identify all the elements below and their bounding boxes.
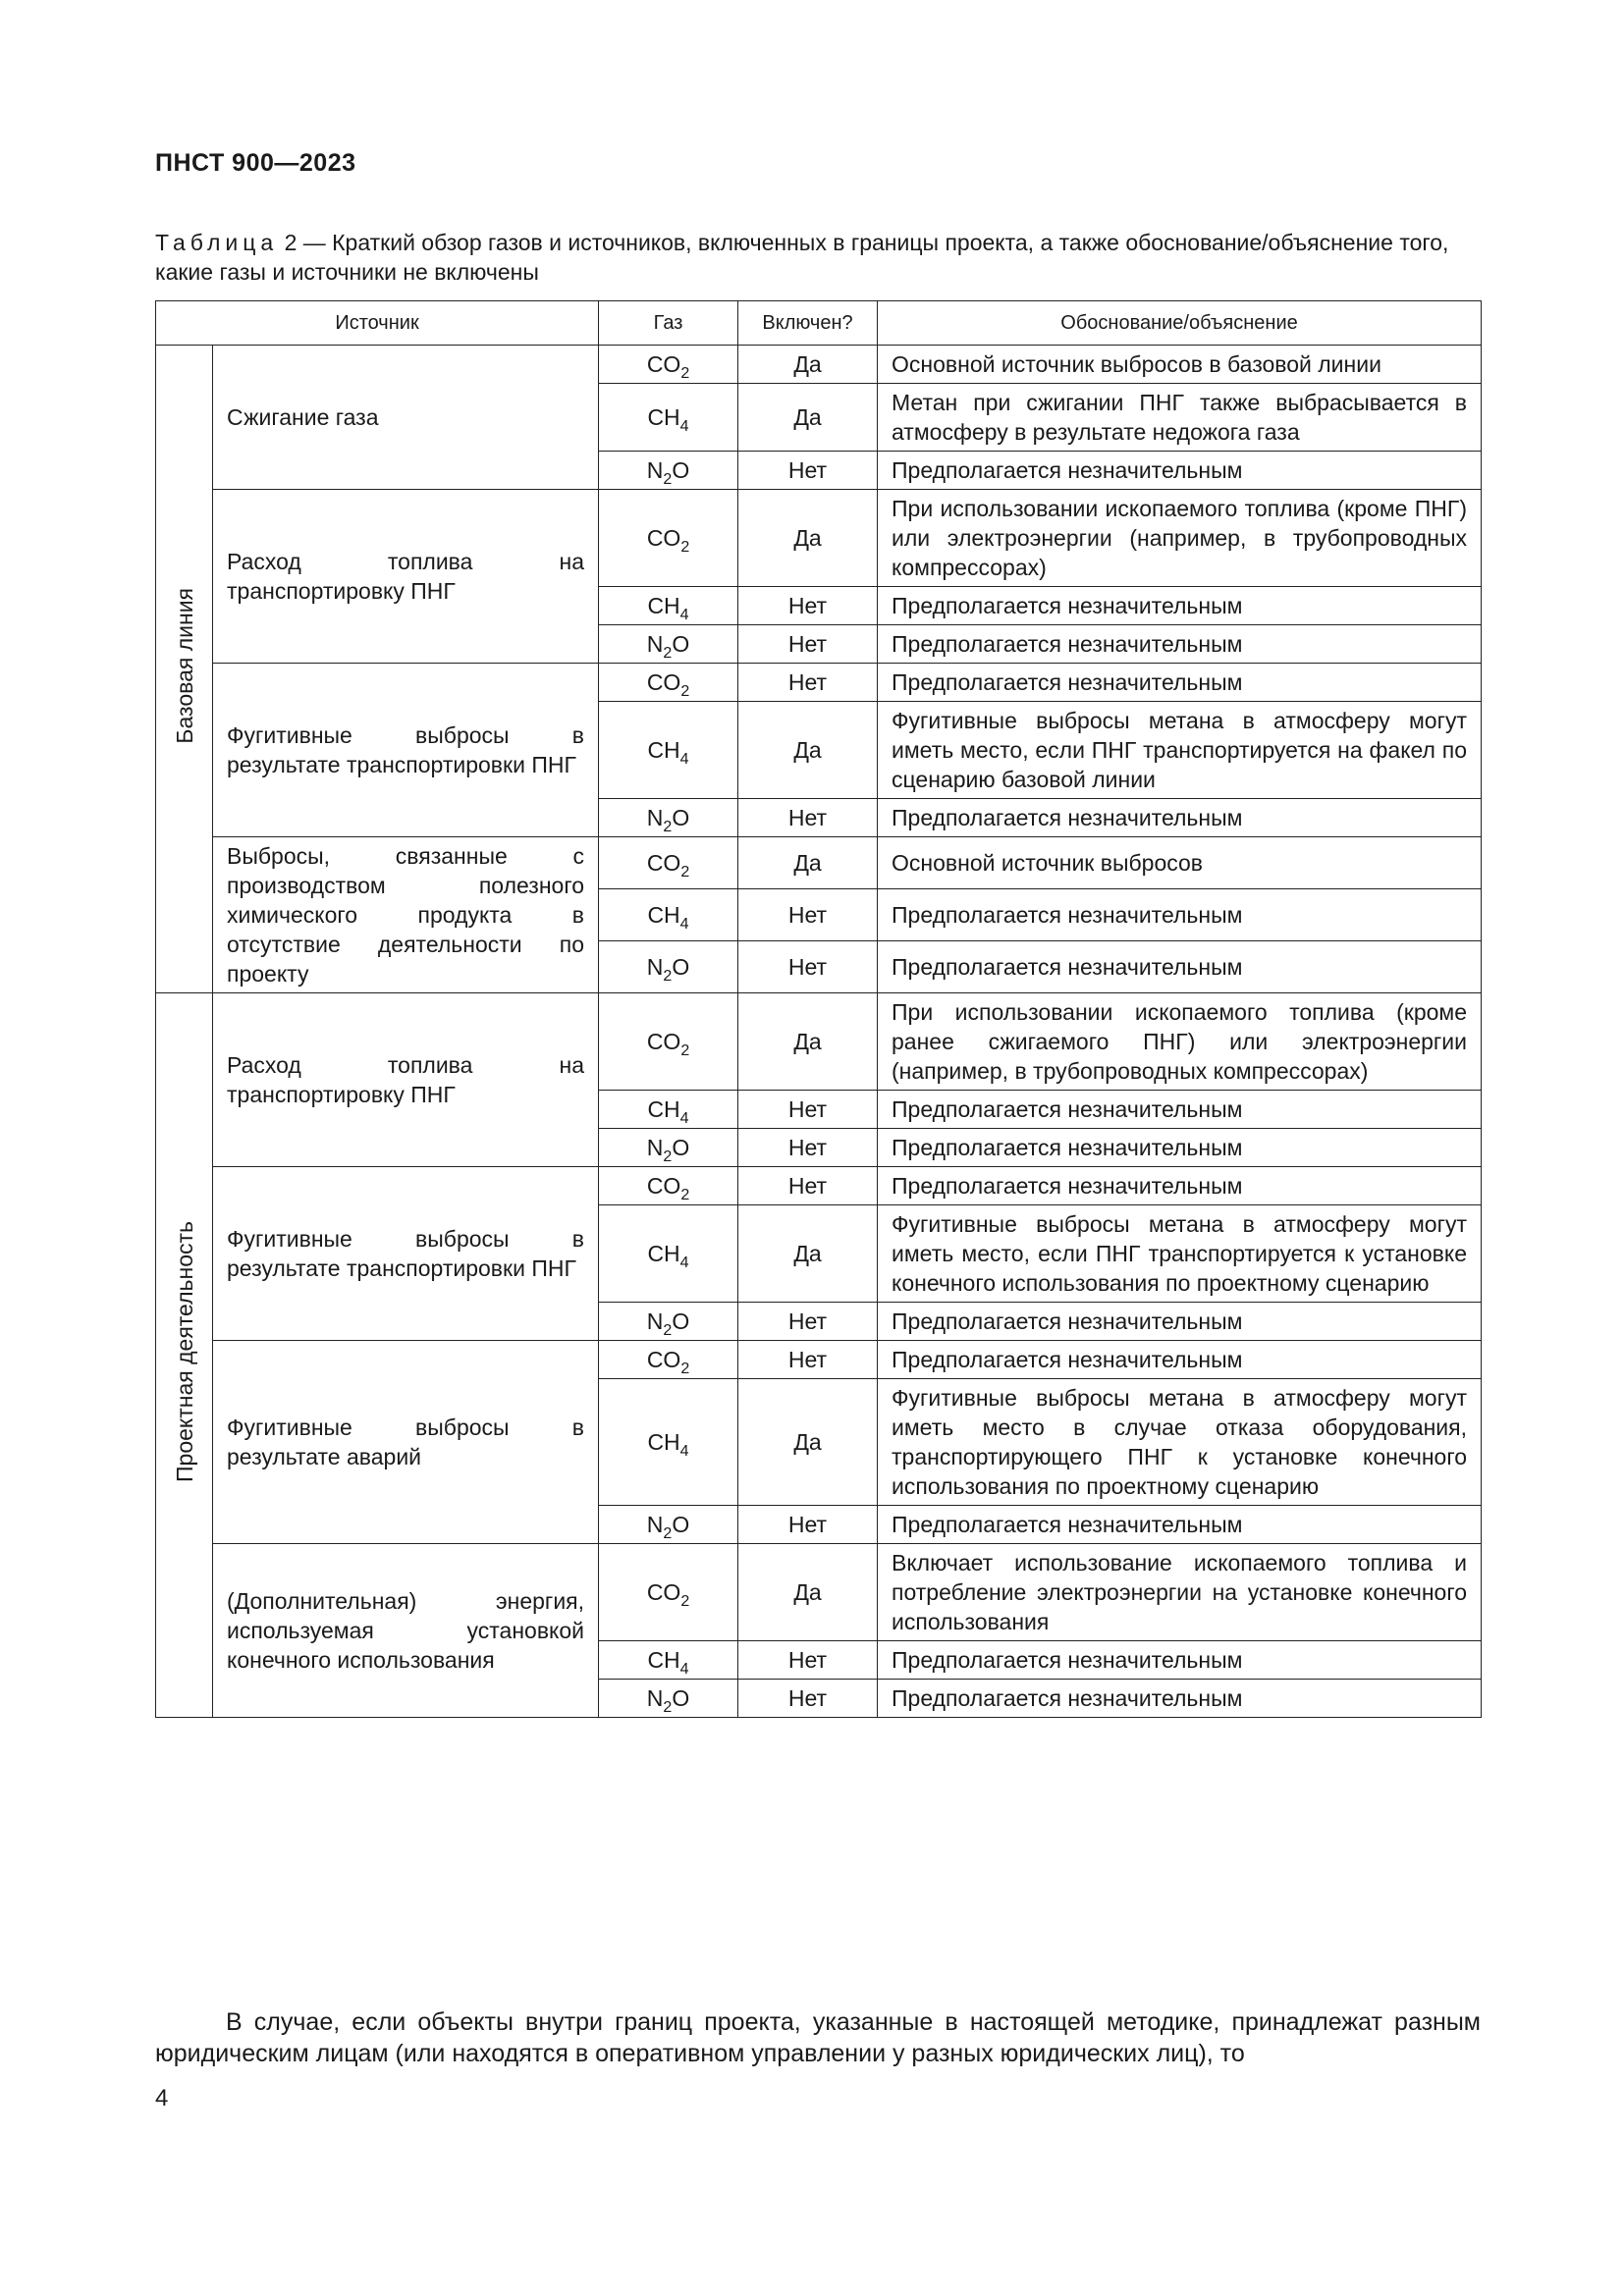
gas-subscript: 2	[680, 365, 690, 382]
gas-subscript: 2	[663, 1148, 673, 1165]
included-cell: Нет	[738, 1341, 878, 1379]
header-gas: Газ	[599, 301, 738, 346]
gas-formula: CH	[647, 1241, 680, 1266]
included-cell: Да	[738, 1544, 878, 1641]
gas-formula: N	[646, 954, 664, 980]
source-cell: Расход топлива на транспортировку ПНГ	[213, 993, 599, 1167]
included-cell: Нет	[738, 799, 878, 837]
included-cell: Нет	[738, 1506, 878, 1544]
gas-cell	[599, 1303, 738, 1341]
header-included: Включен?	[738, 301, 878, 346]
gas-formula: N	[646, 1135, 664, 1160]
reason-cell: Предполагается незначительным	[878, 941, 1482, 993]
gas-subscript: 4	[679, 607, 689, 623]
gas-formula: CH	[647, 902, 680, 928]
gas-formula: CO	[646, 1173, 681, 1199]
gas-formula: N	[646, 631, 664, 657]
gas-subscript: 4	[679, 916, 689, 933]
reason-cell: Предполагается незначительным	[878, 625, 1482, 664]
gas-cell	[599, 384, 738, 452]
gas-cell	[599, 587, 738, 625]
gas-subscript: 4	[679, 1255, 689, 1271]
reason-cell: Фугитивные выбросы метана в атмосферу могут иметь место, если ПНГ транспортируется к установке конечного использования по проектному сценарию	[878, 1205, 1482, 1303]
reason-cell: При использовании ископаемого топлива (кроме ПНГ) или электроэнергии (например, в трубопроводных компрессорах)	[878, 490, 1482, 587]
included-cell: Нет	[738, 587, 878, 625]
gas-formula: N	[646, 1308, 664, 1334]
gas-cell	[599, 1680, 738, 1718]
included-cell: Да	[738, 490, 878, 587]
gas-formula: N	[646, 1685, 664, 1711]
header-source: Источник	[156, 301, 599, 346]
gas-cell	[599, 1091, 738, 1129]
included-cell: Да	[738, 346, 878, 384]
table-row	[156, 664, 1482, 702]
emissions-table	[155, 300, 1482, 1718]
gas-cell	[599, 941, 738, 993]
gas-subscript: 2	[663, 471, 673, 488]
gas-formula: CH	[647, 737, 680, 763]
included-cell: Да	[738, 384, 878, 452]
gas-formula: CH	[647, 593, 680, 618]
table-row	[156, 490, 1482, 587]
included-cell: Да	[738, 993, 878, 1091]
reason-cell: Основной источник выбросов в базовой линии	[878, 346, 1482, 384]
gas-cell	[599, 664, 738, 702]
source-cell: Расход топлива на транспортировку ПНГ	[213, 490, 599, 664]
section-label-cell	[156, 993, 213, 1718]
reason-cell: Предполагается незначительным	[878, 1303, 1482, 1341]
table-header-row	[156, 301, 1482, 346]
included-cell: Да	[738, 837, 878, 889]
gas-subscript: 2	[663, 968, 673, 985]
gas-formula: CO	[646, 1347, 681, 1372]
reason-cell: Основной источник выбросов	[878, 837, 1482, 889]
gas-formula: CO	[646, 351, 681, 377]
reason-cell: Предполагается незначительным	[878, 1641, 1482, 1680]
reason-cell: Предполагается незначительным	[878, 452, 1482, 490]
body-paragraph-text: В случае, если объекты внутри границ проекта, указанные в настоящей методике, принадлежат разным юридическим лицам (или находятся в оперативном управлении у разных юридических лиц), то	[155, 2008, 1481, 2067]
gas-cell	[599, 702, 738, 799]
reason-cell: Предполагается незначительным	[878, 1091, 1482, 1129]
gas-formula: CO	[646, 1029, 681, 1054]
gas-formula-tail: O	[672, 1685, 690, 1711]
table-row	[156, 993, 1482, 1091]
source-cell: Фугитивные выбросы в результате транспортировки ПНГ	[213, 1167, 599, 1341]
gas-formula: N	[646, 805, 664, 830]
gas-subscript: 2	[680, 1593, 690, 1610]
reason-cell: При использовании ископаемого топлива (кроме ранее сжигаемого ПНГ) или электроэнергии (например, в трубопроводных компрессорах)	[878, 993, 1482, 1091]
source-cell: Фугитивные выбросы в результате транспортировки ПНГ	[213, 664, 599, 837]
included-cell: Да	[738, 702, 878, 799]
gas-cell	[599, 1205, 738, 1303]
gas-formula: CH	[647, 1647, 680, 1673]
reason-cell: Предполагается незначительным	[878, 1341, 1482, 1379]
gas-formula-tail: O	[672, 631, 690, 657]
gas-subscript: 2	[663, 1699, 673, 1716]
section-label: Проектная деятельность	[172, 1221, 197, 1482]
header-reason: Обоснование/объяснение	[878, 301, 1482, 346]
gas-cell	[599, 452, 738, 490]
gas-cell	[599, 799, 738, 837]
gas-subscript: 2	[680, 864, 690, 881]
gas-subscript: 2	[680, 539, 690, 556]
table-body	[156, 346, 1482, 1718]
gas-subscript: 4	[679, 1110, 689, 1127]
gas-subscript: 4	[679, 418, 689, 435]
source-cell: Сжигание газа	[213, 346, 599, 490]
gas-subscript: 2	[680, 1042, 690, 1059]
gas-cell	[599, 1379, 738, 1506]
gas-formula-tail: O	[672, 805, 690, 830]
reason-cell: Фугитивные выбросы метана в атмосферу могут иметь место в случае отказа оборудования, транспортирующего ПНГ к установке конечного использования по проектному сценарию	[878, 1379, 1482, 1506]
gas-subscript: 2	[663, 819, 673, 835]
reason-cell: Включает использование ископаемого топлива и потребление электроэнергии на установке конечного использования	[878, 1544, 1482, 1641]
reason-cell: Предполагается незначительным	[878, 587, 1482, 625]
gas-formula: N	[646, 457, 664, 483]
gas-subscript: 4	[679, 751, 689, 768]
table-row	[156, 346, 1482, 384]
gas-formula: CO	[646, 669, 681, 695]
table-row	[156, 837, 1482, 889]
included-cell: Нет	[738, 1303, 878, 1341]
included-cell: Нет	[738, 1091, 878, 1129]
gas-subscript: 2	[680, 1361, 690, 1377]
included-cell: Нет	[738, 941, 878, 993]
gas-subscript: 4	[679, 1661, 689, 1678]
gas-cell	[599, 346, 738, 384]
gas-formula: CH	[647, 404, 680, 430]
table-caption-text: 2 — Краткий обзор газов и источников, включенных в границы проекта, а также обоснование/объяснение того, какие газы и источники не включены	[155, 230, 1449, 285]
gas-cell	[599, 889, 738, 941]
reason-cell: Предполагается незначительным	[878, 799, 1482, 837]
included-cell: Нет	[738, 664, 878, 702]
gas-formula-tail: O	[672, 954, 690, 980]
gas-formula-tail: O	[672, 457, 690, 483]
gas-formula: CH	[647, 1096, 680, 1122]
source-cell: Выбросы, связанные с производством полезного химического продукта в отсутствие деятельности по проекту	[213, 837, 599, 993]
included-cell: Нет	[738, 452, 878, 490]
source-cell: Фугитивные выбросы в результате аварий	[213, 1341, 599, 1544]
source-cell: (Дополнительная) энергия, используемая установкой конечного использования	[213, 1544, 599, 1718]
section-label: Базовая линия	[172, 587, 197, 744]
gas-formula-tail: O	[672, 1135, 690, 1160]
gas-cell	[599, 625, 738, 664]
gas-formula-tail: O	[672, 1308, 690, 1334]
gas-cell	[599, 993, 738, 1091]
gas-formula: CO	[646, 525, 681, 551]
gas-cell	[599, 1341, 738, 1379]
gas-subscript: 2	[663, 645, 673, 662]
included-cell: Нет	[738, 625, 878, 664]
included-cell: Да	[738, 1205, 878, 1303]
gas-cell	[599, 1506, 738, 1544]
standard-id: ПНСТ 900—2023	[155, 149, 356, 177]
included-cell: Нет	[738, 1641, 878, 1680]
reason-cell: Предполагается незначительным	[878, 1680, 1482, 1718]
table-caption-label: Таблица	[155, 230, 279, 255]
included-cell: Нет	[738, 1680, 878, 1718]
gas-subscript: 2	[680, 1187, 690, 1203]
reason-cell: Предполагается незначительным	[878, 1129, 1482, 1167]
section-label-cell	[156, 346, 213, 993]
gas-cell	[599, 1641, 738, 1680]
gas-formula: CO	[646, 850, 681, 876]
included-cell: Нет	[738, 1129, 878, 1167]
gas-formula: CH	[647, 1429, 680, 1455]
gas-subscript: 2	[663, 1322, 673, 1339]
page-number: 4	[155, 2085, 169, 2111]
reason-cell: Фугитивные выбросы метана в атмосферу могут иметь место, если ПНГ транспортируется на факел по сценарию базовой линии	[878, 702, 1482, 799]
gas-cell	[599, 1167, 738, 1205]
body-paragraph	[155, 2006, 1481, 2069]
reason-cell: Предполагается незначительным	[878, 1167, 1482, 1205]
reason-cell: Предполагается незначительным	[878, 1506, 1482, 1544]
included-cell: Да	[738, 1379, 878, 1506]
reason-cell: Предполагается незначительным	[878, 664, 1482, 702]
table-row	[156, 1544, 1482, 1641]
gas-formula: CO	[646, 1579, 681, 1605]
gas-subscript: 2	[663, 1525, 673, 1542]
gas-formula-tail: O	[672, 1512, 690, 1537]
gas-cell	[599, 837, 738, 889]
reason-cell: Предполагается незначительным	[878, 889, 1482, 941]
gas-formula: N	[646, 1512, 664, 1537]
table-row	[156, 1167, 1482, 1205]
gas-subscript: 2	[680, 683, 690, 700]
included-cell: Нет	[738, 1167, 878, 1205]
table-caption	[155, 228, 1481, 287]
gas-cell	[599, 1129, 738, 1167]
included-cell: Нет	[738, 889, 878, 941]
gas-cell	[599, 1544, 738, 1641]
reason-cell: Метан при сжигании ПНГ также выбрасывается в атмосферу в результате недожога газа	[878, 384, 1482, 452]
table-row	[156, 1341, 1482, 1379]
gas-subscript: 4	[679, 1443, 689, 1460]
gas-cell	[599, 490, 738, 587]
